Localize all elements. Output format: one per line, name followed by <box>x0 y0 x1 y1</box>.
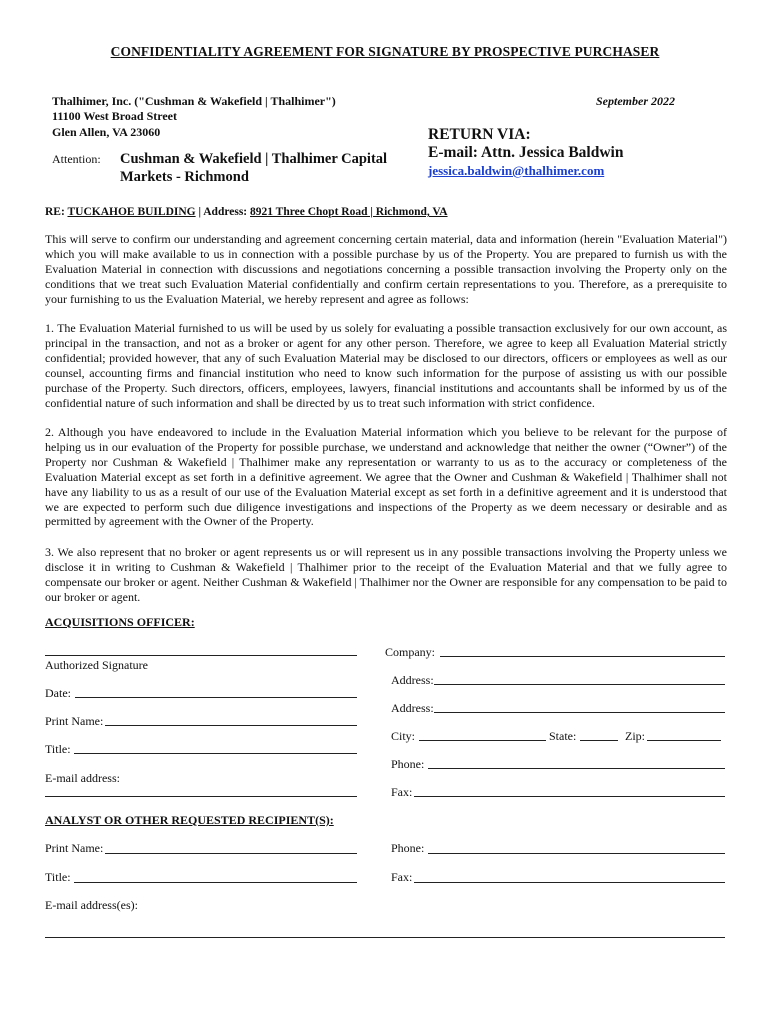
document-date: September 2022 <box>596 94 675 108</box>
return-email-link[interactable]: jessica.baldwin@thalhimer.com <box>428 163 605 178</box>
analyst-fax-field[interactable] <box>414 882 725 883</box>
state-field[interactable] <box>580 740 618 741</box>
fax-label: Fax: <box>391 785 413 799</box>
phone-field[interactable] <box>428 768 725 769</box>
company-label: Company: <box>385 645 435 659</box>
analyst-heading: ANALYST OR OTHER REQUESTED RECIPIENT(S): <box>45 813 334 827</box>
return-via-email-line: E-mail: Attn. Jessica Baldwin <box>428 144 624 161</box>
phone-label: Phone: <box>391 757 425 771</box>
address-1-field[interactable] <box>434 684 725 685</box>
intro-paragraph: This will serve to confirm our understanding and agreement concerning certain material, data and information (herein "Evaluation Material") which you will make available to us in connection with a possible purchase by us of the Property. You are prepared to furnish us with the Evaluation Material in connection with discussions and negotiations concerning a possible transaction involving the Property only on the conditions that we treat such Evaluation Material confidentially and confirm certain representations to you. Therefore, as a prerequisite to your furnishing to us the Evaluation Material, we hereby represent and agree as follows: <box>45 232 727 306</box>
print-name-field[interactable] <box>105 725 357 726</box>
address-2-label: Address: <box>391 701 434 715</box>
address-2-field[interactable] <box>434 712 725 713</box>
attention-line-1: Cushman & Wakefield | Thalhimer Capital <box>120 151 388 167</box>
signature-line[interactable] <box>45 655 357 656</box>
attention-label: Attention: <box>52 152 101 166</box>
return-via-heading: RETURN VIA: <box>428 126 531 143</box>
date-label: Date: <box>45 686 71 700</box>
date-field[interactable] <box>75 697 357 698</box>
title-field[interactable] <box>74 753 357 754</box>
analyst-fax-label: Fax: <box>391 870 413 884</box>
authorized-signature-label: Authorized Signature <box>45 658 148 672</box>
analyst-phone-field[interactable] <box>428 853 725 854</box>
print-name-label: Print Name: <box>45 714 104 728</box>
analyst-print-name-label: Print Name: <box>45 841 104 855</box>
zip-label: Zip: <box>625 729 645 743</box>
document-title: CONFIDENTIALITY AGREEMENT FOR SIGNATURE BY PROSPECTIVE PURCHASER <box>110 44 660 59</box>
attention-line-2: Markets - Richmond <box>120 169 249 185</box>
email-field[interactable] <box>45 796 357 797</box>
sender-street: 11100 West Broad Street <box>52 109 178 123</box>
re-address-label: | Address: <box>195 206 251 218</box>
analyst-email-label: E-mail address(es): <box>45 898 138 912</box>
re-prefix: RE: <box>45 206 65 218</box>
analyst-email-field[interactable] <box>45 937 725 938</box>
fax-field[interactable] <box>414 796 725 797</box>
paragraph-2: 2. Although you have endeavored to include in the Evaluation Material information which you believe to be relevant for the purpose of helping us in our evaluation of the Property for possible purchase, we understand and acknowledge that neither the owner (“Owner”) of the Property nor Cushman & Wakefield | Thalhimer make any representation or warranty to us as to the accuracy or completeness of the Evaluation Material except as set forth in a definitive agreement. We agree that the Owner and Cushman & Wakefield | Thalhimer shall not have any liability to us as a result of our use of the Evaluation Material except as set forth in a definitive agreement and it is understood that we are expected to perform such due diligence investigations and inspections of the Property as we deem necessary or desirable and as permitted by agreement with the Owner of the Property. <box>45 425 727 529</box>
re-line <box>45 206 448 218</box>
analyst-title-label: Title: <box>45 870 71 884</box>
sender-name: Thalhimer, Inc. ("Cushman & Wakefield | Thalhimer") <box>52 94 336 108</box>
state-label: State: <box>549 729 577 743</box>
acquisitions-heading: ACQUISITIONS OFFICER: <box>45 615 195 629</box>
paragraph-3: 3. We also represent that no broker or agent represents us or will represent us in any possible transactions involving the Property unless we disclose it in writing to Cushman & Wakefield | Thalhimer prior to the receipt of the Evaluation Material and that we fully agree to compensate our broker or agent. Neither Cushman & Wakefield | Thalhimer nor the Owner are responsible for any compensation to be paid to our broker or agent. <box>45 545 727 604</box>
re-building: TUCKAHOE BUILDING <box>67 206 196 218</box>
email-label: E-mail address: <box>45 771 120 785</box>
address-1-label: Address: <box>391 673 434 687</box>
analyst-title-field[interactable] <box>74 882 357 883</box>
zip-field[interactable] <box>647 740 721 741</box>
paragraph-1: 1. The Evaluation Material furnished to us will be used by us solely for evaluating a possible transaction exclusively for our own account, as principal in the transaction, and not as a broker or agent for any other person. Therefore, we agree to keep all Evaluation Material strictly confidential; provided however, that any of such Evaluation Material may be disclosed to our directors, officers or employees as well as our counsel, accounting firms and financial institution who need to know such information for the purpose of assisting us with our possible purchase of the Property. Such directors, officers, employees, lawyers, financial institutions and accountants shall be informed by us of the confidential nature of such information and shall be directed by us to treat such information with strict confidence. <box>45 321 727 410</box>
city-field[interactable] <box>419 740 546 741</box>
analyst-phone-label: Phone: <box>391 841 425 855</box>
analyst-print-name-field[interactable] <box>105 853 357 854</box>
sender-city: Glen Allen, VA 23060 <box>52 125 161 139</box>
title-label: Title: <box>45 742 71 756</box>
company-field[interactable] <box>440 656 725 657</box>
city-label: City: <box>391 729 416 743</box>
re-address: 8921 Three Chopt Road | Richmond, VA <box>250 206 448 218</box>
